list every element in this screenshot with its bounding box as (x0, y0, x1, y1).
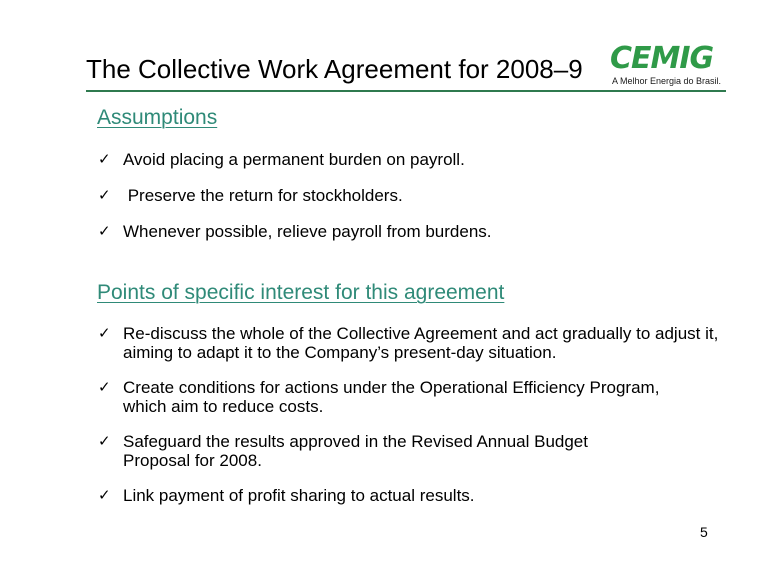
point-item-text: Re-discuss the whole of the Collective Agreement and act gradually to adjust it, aiming to adapt it to the Company’s present-day situation. (123, 324, 719, 362)
assumption-item (98, 150, 723, 169)
assumptions-heading: Assumptions (97, 106, 218, 129)
logo-wordmark: CEMIG (610, 41, 714, 76)
logo-tagline: A Melhor Energia do Brasil. (612, 76, 722, 86)
checkmark-icon: ✓ (98, 222, 111, 240)
checkmark-icon: ✓ (98, 150, 111, 168)
assumption-item-text: Whenever possible, relieve payroll from burdens. (123, 222, 492, 241)
assumption-item-text: Avoid placing a permanent burden on payroll. (123, 150, 465, 169)
checkmark-icon: ✓ (98, 186, 111, 204)
checkmark-icon: ✓ (98, 378, 111, 396)
point-item-text: Safeguard the results approved in the Revised Annual Budget Proposal for 2008. (123, 432, 588, 470)
point-item (98, 324, 723, 362)
checkmark-icon: ✓ (98, 432, 111, 450)
checkmark-icon: ✓ (98, 486, 111, 504)
point-item (98, 432, 643, 470)
cemig-logo (606, 41, 730, 88)
assumption-item (98, 186, 723, 205)
points-heading: Points of specific interest for this agreement (97, 281, 505, 304)
point-item (98, 378, 663, 416)
point-item-text: Create conditions for actions under the Operational Efficiency Program, which aim to reduce costs. (123, 378, 660, 416)
point-item-text: Link payment of profit sharing to actual results. (123, 486, 475, 505)
page-number: 5 (700, 524, 708, 540)
point-item (98, 486, 723, 505)
assumption-item-text: Preserve the return for stockholders. (123, 186, 403, 205)
assumption-item (98, 222, 723, 241)
slide-title: The Collective Work Agreement for 2008–9 (86, 54, 583, 84)
checkmark-icon: ✓ (98, 324, 111, 342)
title-divider (86, 90, 726, 92)
